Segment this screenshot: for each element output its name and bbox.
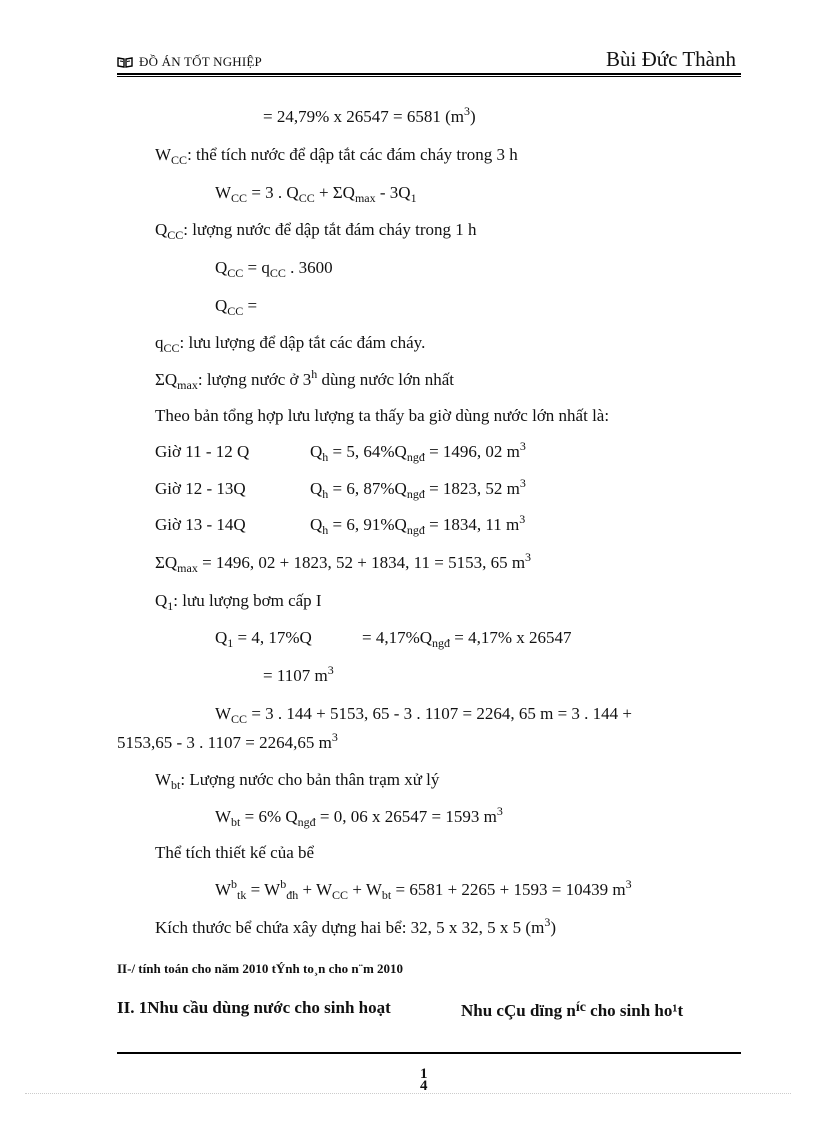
hour-row-3-value: $Q_h = 6$, $91\%Q_{ngđ} = 1834$, 11 $m^3$ — [310, 512, 526, 537]
eq-line-1: = 24,79% x 26547 = 6581 $(m^3)$ — [263, 104, 476, 126]
book-icon — [117, 57, 133, 68]
design-volume-text: Thể tích thiết kế của bể — [155, 843, 315, 862]
eq-q1: $Q_1 = 4$, 17%Q — [215, 628, 312, 650]
def-sqmax: $\Sigma Q_{max}$: lượng nước ở 3$^h$ dùng nước lớn nhất — [155, 367, 454, 392]
eq-wbt: $W_{bt} = 6\%$ $Q_{ngđ} = 0$, 06 x 26547 = 1593 $m^3$ — [215, 804, 503, 829]
footer-rule — [117, 1052, 741, 1054]
header-author: Bùi Đức Thành — [606, 47, 736, 71]
section-heading-garbled: Nhu cÇu dïng $n^{íc}$ cho sinh ho¹t — [461, 1000, 684, 1020]
def-qcc: $Q_{CC}$: lượng nước để dập tắt đám cháy trong 1 h — [155, 220, 477, 242]
tank-size: Kích thước bể chứa xây dựng hai bể: 32, 5 x 32, 5 x 5 $(m^3)$ — [155, 915, 556, 937]
def-q1: $Q_1$: lưu lượng bơm cấp I — [155, 591, 322, 613]
page-edge-dotted — [25, 1093, 791, 1094]
eq-wcc-calc-cont: 5153,65 - 3 . 1107 = 2264,65 $m^3$ — [117, 730, 338, 752]
header-title: ĐỒ ÁN TỐT NGHIỆP — [139, 54, 262, 69]
section-subheading: II-/ tính toán cho năm 2010 tÝnh to¸n cho n¨m 2010 — [117, 961, 404, 976]
section-heading: II. 1Nhu cầu dùng nước cho sinh hoạt — [117, 998, 391, 1017]
eq-q1-value: = $4,17\%Q_{ngđ} = 4,17\%$ x 26547 — [362, 628, 572, 650]
def-wbt: $W_{bt}$: Lượng nước cho bản thân trạm xử lý — [155, 770, 440, 792]
def-wcc: $W_{CC}$: thể tích nước để dập tắt các đám cháy trong 3 h — [155, 145, 518, 167]
eq-wcc: $W_{CC} = 3$ . $Q_{CC} + \Sigma Q_{max} - 3Q_1$ — [215, 183, 417, 205]
hour-row-3: Giờ 13 - 14Q — [155, 515, 246, 534]
header-rule — [117, 73, 741, 75]
eq-q1-result: = 1107 $m^3$ — [263, 663, 334, 685]
header-rule-thin — [117, 76, 741, 77]
eq-qcc-empty: $Q_{CC}$ = — [215, 296, 258, 318]
eq-wcc-calc: $W_{CC} = 3$ . 144 + 5153, 65 - 3 . 1107 = 2264, 65 m = 3 . 144 + — [215, 704, 633, 726]
hour-row-2: Giờ 12 - 13Q — [155, 479, 246, 498]
summary-text: Theo bản tổng hợp lưu lượng ta thấy ba giờ dùng nước lớn nhất là: — [155, 406, 610, 425]
page-number: 1 4 — [420, 1066, 428, 1094]
hour-row-2-value: $Q_h = 6$, $87\%Q_{ngđ} = 1823$, 52 $m^3$ — [310, 476, 526, 501]
hour-row-1: Giờ 11 - 12 Q — [155, 442, 250, 461]
hour-row-1-value: $Q_h = 5$, $64\%Q_{ngđ} = 1496$, 02 $m^3$ — [310, 439, 526, 464]
header-left — [117, 54, 262, 70]
eq-wtk: $W^b_{tk} = W^b_{đh} + W_{CC} + W_{bt} = 6581 + 2265 + 1593 = 10439$ $m^3$ — [215, 877, 632, 902]
eq-sqmax: $\Sigma Q_{max} = 1496$, 02 + 1823, 52 + 1834, 11 = 5153, 65 $m^3$ — [155, 550, 532, 575]
def-qcc-small: $q_{CC}$: lưu lượng để dập tắt các đám cháy. — [155, 333, 426, 355]
eq-qcc: $Q_{CC} = q_{CC}$ . 3600 — [215, 258, 333, 280]
